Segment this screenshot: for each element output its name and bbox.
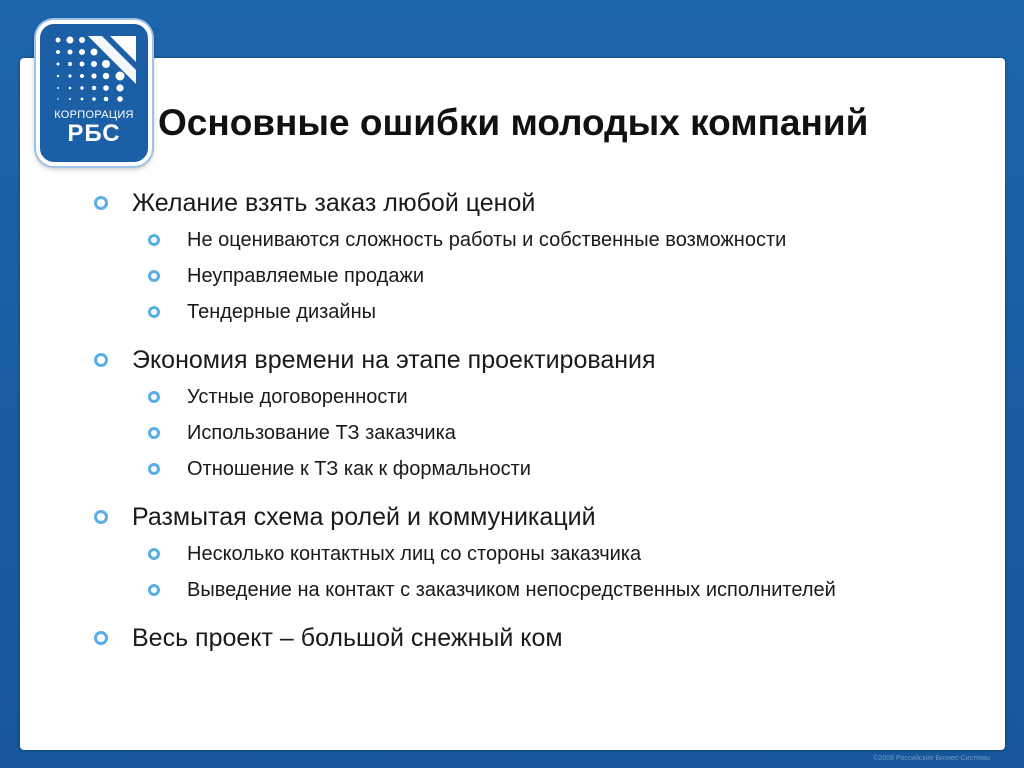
sub-bullet-item	[92, 258, 992, 294]
sub-bullet-item	[92, 536, 992, 572]
sub-bullet-item	[92, 415, 992, 451]
sub-bullet-item	[92, 572, 992, 608]
bullet-item	[92, 186, 992, 220]
sub-bullet-ring-icon	[148, 306, 160, 318]
bullet-ring-icon	[94, 631, 108, 645]
sub-bullet-ring-icon	[148, 584, 160, 596]
sub-bullet-text: Выведение на контакт с заказчиком непосредственных исполнителей	[187, 579, 836, 601]
sub-bullet-ring-icon	[148, 234, 160, 246]
sub-bullet-ring-icon	[148, 270, 160, 282]
sub-bullet-item	[92, 294, 992, 330]
bullet-ring-icon	[94, 353, 108, 367]
sub-bullet-text: Устные договоренности	[187, 386, 408, 408]
sub-bullet-text: Использование ТЗ заказчика	[187, 422, 456, 444]
sub-bullet-item	[92, 451, 992, 487]
logo-text-rbs: РБС	[67, 120, 121, 147]
sub-bullet-item	[92, 222, 992, 258]
sub-bullet-text: Тендерные дизайны	[187, 301, 377, 323]
sub-bullet-ring-icon	[148, 463, 160, 475]
bullet-item	[92, 621, 992, 655]
sub-bullet-text: Неуправляемые продажи	[187, 265, 424, 287]
sub-bullet-item	[92, 379, 992, 415]
sub-bullet-text: Отношение к ТЗ как к формальности	[187, 458, 531, 480]
logo-text-corporation: КОРПОРАЦИЯ	[54, 109, 134, 121]
bullet-ring-icon	[94, 196, 108, 210]
sub-bullet-ring-icon	[148, 427, 160, 439]
sub-bullet-text: Несколько контактных лиц со стороны заказчика	[187, 543, 642, 565]
bullet-ring-icon	[94, 510, 108, 524]
bullet-text: Экономия времени на этапе проектирования	[132, 346, 656, 374]
bullet-list	[92, 186, 992, 657]
sub-bullet-ring-icon	[148, 391, 160, 403]
company-logo	[36, 20, 152, 166]
footer-copyright: ©2008 Российские Бизнес-Системы	[873, 755, 990, 762]
bullet-text: Желание взять заказ любой ценой	[132, 189, 536, 217]
sub-bullet-ring-icon	[148, 548, 160, 560]
sub-bullet-text: Не оцениваются сложность работы и собственные возможности	[187, 229, 787, 251]
bullet-item	[92, 343, 992, 377]
bullet-text: Весь проект – большой снежный ком	[132, 624, 563, 652]
slide-title: Основные ошибки молодых компаний	[158, 102, 869, 143]
bullet-text: Размытая схема ролей и коммуникаций	[132, 503, 596, 531]
bullet-item	[92, 500, 992, 534]
